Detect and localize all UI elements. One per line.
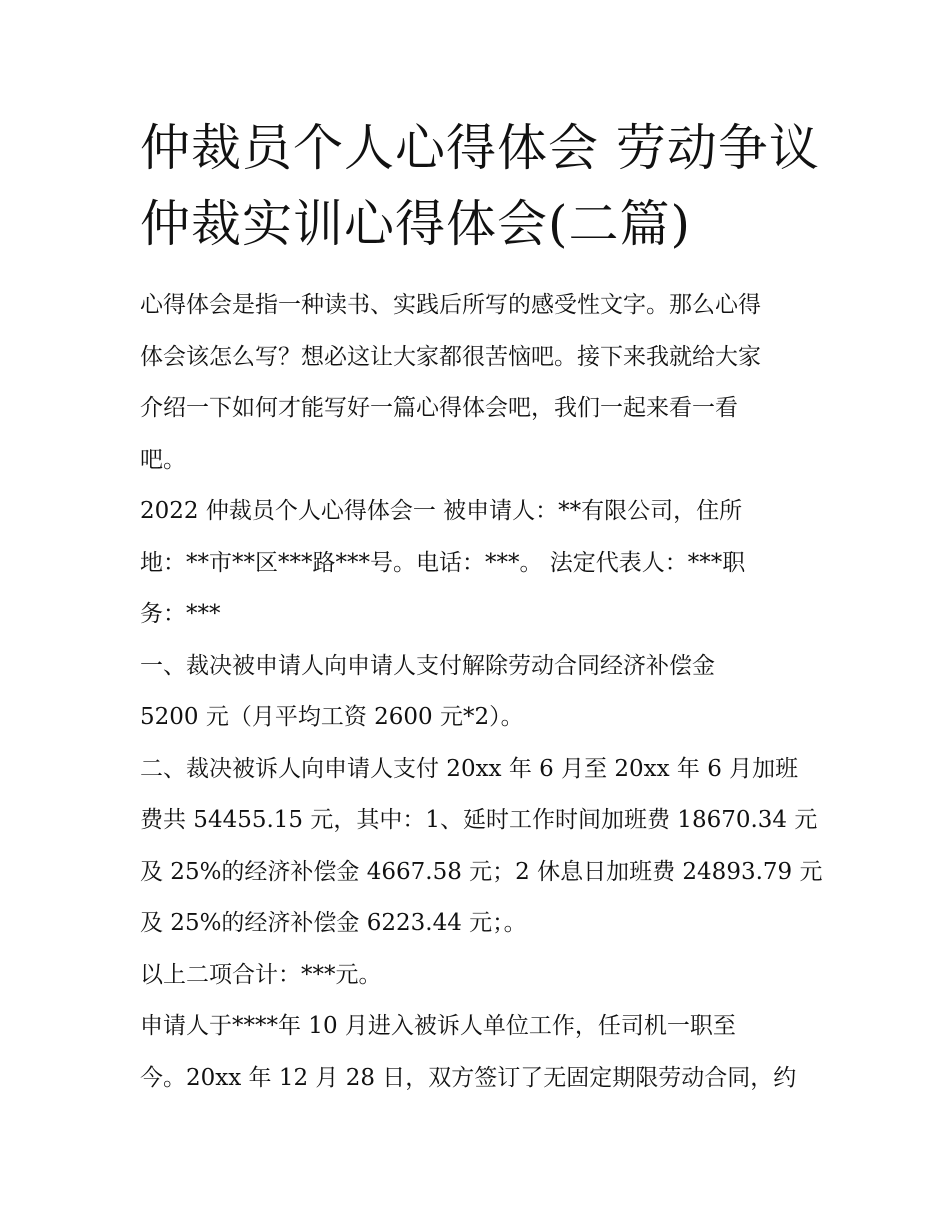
text-line: 及 25%的经济补偿金 4667.58 元；2 休息日加班费 24893.79 元 [140,858,823,885]
document-page [140,110,823,1104]
text-line: 及 25%的经济补偿金 6223.44 元；。 [140,910,527,936]
text-line: 费共 54455.15 元，其中：1、延时工作时间加班费 18670.34 元 [140,807,818,833]
title-line: 仲裁实训心得体会(二篇) [140,195,692,253]
text-line: 2022 仲裁员个人心得体会一 被申请人：**有限公司，住所 [140,498,743,524]
text-line: 吧。 [140,446,186,473]
text-line: 二、裁决被诉人向申请人支付 20xx 年 6 月至 20xx 年 6 月加班 [140,755,799,782]
text-line: 心得体会是指一种读书、实践后所写的感受性文字。那么心得 [140,292,761,318]
claim-one-paragraph [140,641,820,744]
respondent-paragraph [140,486,820,641]
text-line: 5200 元（月平均工资 2600 元*2）。 [140,704,524,730]
text-line: 今。20xx 年 12 月 28 日，双方签订了无固定期限劳动合同，约 [140,1064,797,1091]
text-line: 以上二项合计：***元。 [140,961,382,988]
text-line: 一、裁决被申请人向申请人支付解除劳动合同经济补偿金 [140,652,715,679]
title-line: 仲裁员个人心得体会 劳动争议 [140,119,820,177]
text-line: 务：*** [140,601,221,627]
text-line: 体会该怎么写？想必这让大家都很苦恼吧。接下来我就给大家 [140,343,761,370]
document-body [140,280,823,1104]
claim-two-paragraph [140,744,823,950]
document-title [140,110,820,262]
text-line: 介绍一下如何才能写好一篇心得体会吧，我们一起来看一看 [140,395,738,421]
intro-paragraph [140,280,820,486]
text-line: 地：**市**区***路***号。电话：***。 法定代表人：***职 [140,549,746,576]
text-line: 申请人于****年 10 月进入被诉人单位工作，任司机一职至 [140,1013,736,1039]
facts-paragraph [140,1001,820,1104]
total-paragraph [140,950,820,1002]
